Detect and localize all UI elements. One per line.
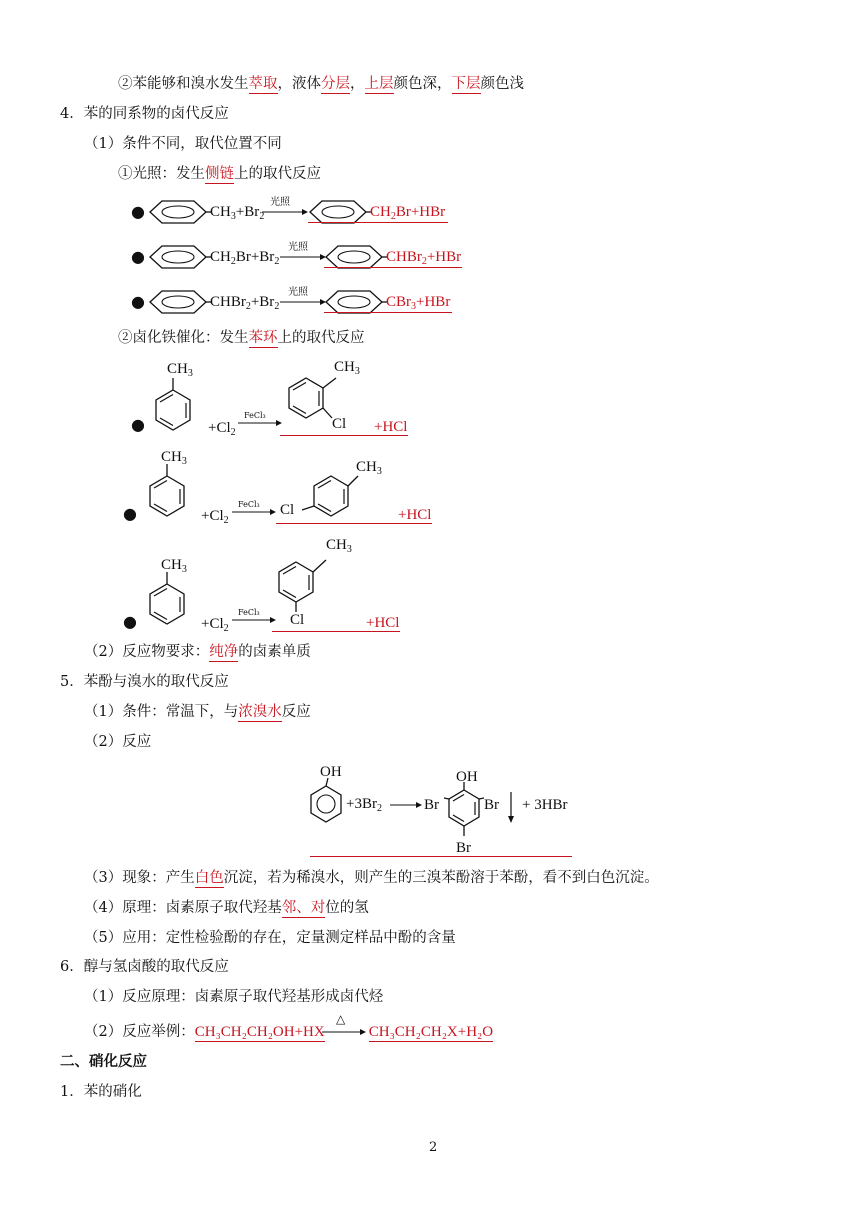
section-5-heading: 5．苯酚与溴水的取代反应 xyxy=(60,674,229,690)
bullet-icon: ● xyxy=(123,504,137,523)
reaction-condition: FeCl₃ xyxy=(244,411,266,420)
section-4-heading: 4．苯的同系物的卤代反应 xyxy=(60,106,229,122)
section-5-4: （4）原理：卤素原子取代羟基邻、对位的氢 xyxy=(84,900,369,916)
arrow-icon xyxy=(322,1028,366,1036)
section-5-1: （1）条件：常温下，与浓溴水反应 xyxy=(84,704,311,720)
section-heading-nitration: 二、硝化反应 xyxy=(60,1053,147,1070)
bullet-icon: ● xyxy=(131,292,145,311)
arrow-icon xyxy=(238,419,282,427)
extraction-note: ②苯能够和溴水发生萃取，液体分层，上层颜色深，下层颜色浅 xyxy=(118,76,524,92)
m-chlorotoluene-structure xyxy=(272,550,336,616)
bullet-icon: ● xyxy=(123,612,137,631)
arrow-icon xyxy=(262,208,308,216)
section-4-1-light: ①光照：发生侧链上的取代反应 xyxy=(118,166,321,182)
toluene-structure xyxy=(150,378,196,436)
benzene-ring-icon xyxy=(148,199,212,225)
benzene-ring-icon xyxy=(148,244,212,270)
reaction-condition: 光照 xyxy=(270,197,290,208)
reaction-condition: 光照 xyxy=(288,242,308,253)
bullet-icon: ● xyxy=(131,202,145,221)
answer-underline xyxy=(272,631,400,632)
section-5-3: （3）现象：产生白色沉淀，若为稀溴水，则产生的三溴苯酚溶于苯酚，看不到白色沉淀。 xyxy=(84,870,659,886)
precipitate-arrow-icon xyxy=(507,792,515,824)
p-chlorotoluene-structure xyxy=(296,470,362,520)
section-6-heading: 6．醇与氢卤酸的取代反应 xyxy=(60,959,229,975)
section-4-1-fecl3: ②卤化铁催化：发生苯环上的取代反应 xyxy=(118,330,365,346)
phenol-structure xyxy=(308,778,348,828)
toluene-structure xyxy=(144,572,190,630)
section-5-2: （2）反应 xyxy=(84,734,152,750)
tribromophenol-structure xyxy=(444,782,484,842)
arrow-icon xyxy=(232,616,276,624)
toluene-structure xyxy=(144,464,190,522)
page-number: 2 xyxy=(429,1140,438,1155)
benzene-ring-icon xyxy=(148,289,212,315)
bullet-icon: ● xyxy=(131,415,145,434)
answer-underline xyxy=(324,312,452,313)
answer-underline xyxy=(308,222,448,223)
answer-underline xyxy=(324,267,462,268)
bullet-icon: ● xyxy=(131,247,145,266)
section-5-5: （5）应用：定性检验酚的存在，定量测定样品中酚的含量 xyxy=(84,930,456,946)
answer-underline xyxy=(276,523,432,524)
reaction-condition: 光照 xyxy=(288,287,308,298)
arrow-icon xyxy=(232,508,276,516)
section-6-1: （1）反应原理：卤素原子取代羟基形成卤代烃 xyxy=(84,989,384,1005)
heat-condition: △ xyxy=(336,1012,346,1026)
section-6-2: （2）反应举例：CH₃CH₂CH₂OH+HX CH₃CH₂CH₂X+H₂O xyxy=(84,1024,494,1040)
answer-underline xyxy=(280,435,408,436)
reaction-condition: FeCl₃ xyxy=(238,608,260,617)
arrow-icon xyxy=(280,298,326,306)
arrow-icon xyxy=(280,253,326,261)
section-4-2: （2）反应物要求：纯净的卤素单质 xyxy=(84,644,311,660)
section-4-1: （1）条件不同，取代位置不同 xyxy=(84,136,282,152)
reaction-condition: FeCl₃ xyxy=(238,500,260,509)
arrow-icon xyxy=(390,801,422,809)
answer-underline xyxy=(310,856,572,857)
benzene-nitration-heading: 1．苯的硝化 xyxy=(60,1084,142,1100)
